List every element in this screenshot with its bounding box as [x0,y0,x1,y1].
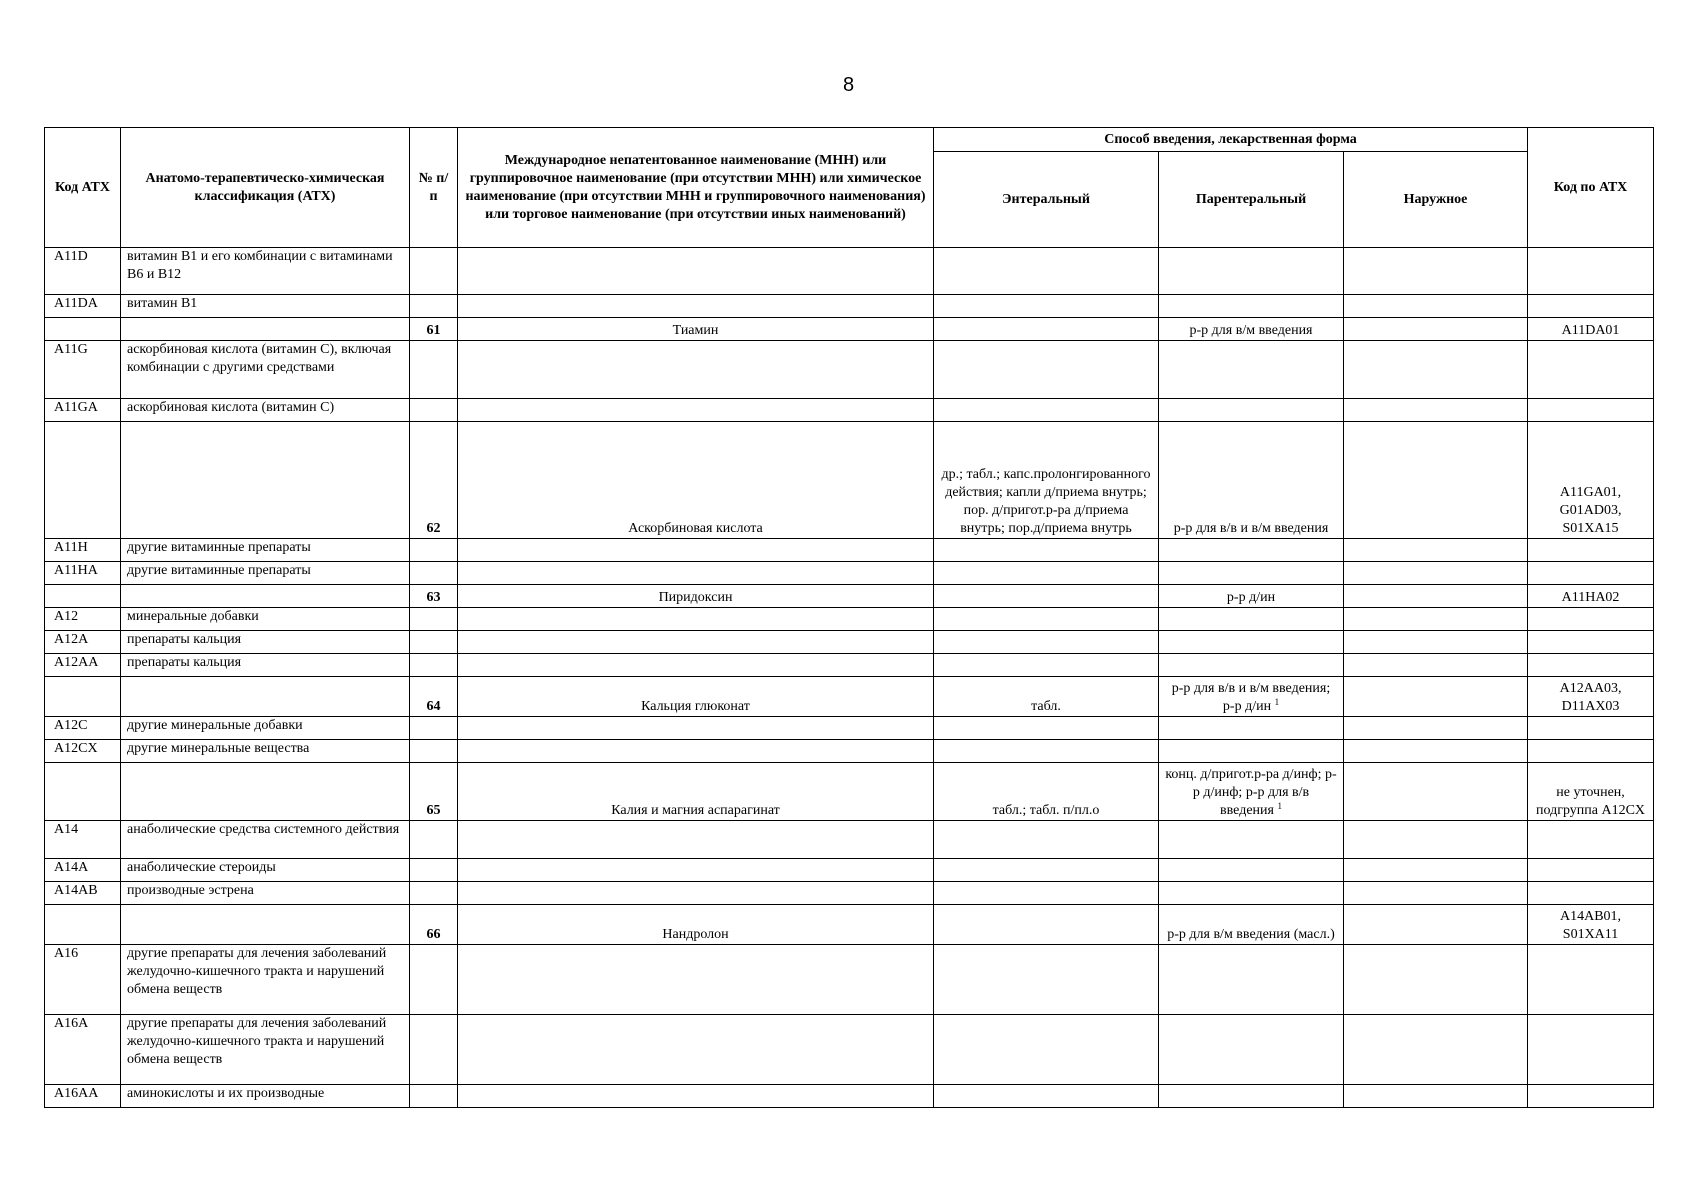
classification-cell [121,740,410,763]
atc-reference-cell [1528,905,1654,945]
atc-code-cell-text: A11HA [54,563,98,578]
atc-code-cell [45,295,121,318]
table-row [45,763,1654,821]
classification-cell [121,341,410,399]
atc-reference-cell [1528,882,1654,905]
parenteral-cell [1159,539,1344,562]
classification-cell [121,295,410,318]
atc-code-cell [45,1085,121,1108]
classification-cell [121,905,410,945]
number-cell [410,717,458,740]
parenteral-cell [1159,1015,1344,1085]
external-cell [1344,585,1528,608]
atc-reference-cell [1528,945,1654,1015]
number-cell [410,318,458,341]
header-atc-reference: Код по АТХ [1528,128,1654,248]
atc-reference-cell [1528,539,1654,562]
atc-code-cell-text: A11H [54,540,88,555]
external-cell [1344,763,1528,821]
parenteral-cell-text: р-р для в/м введения [1189,323,1313,338]
external-cell [1344,295,1528,318]
atc-code-cell [45,905,121,945]
header-classification: Анатомо-терапевтическо-химическая классификация (АТХ) [121,128,410,248]
number-cell [410,905,458,945]
atc-reference-cell [1528,585,1654,608]
mnn-cell [458,341,934,399]
enteral-cell [934,399,1159,422]
enteral-cell [934,318,1159,341]
classification-cell-text: анаболические средства системного действия [127,822,400,837]
parenteral-cell [1159,740,1344,763]
classification-cell [121,677,410,717]
enteral-cell [934,562,1159,585]
parenteral-cell [1159,585,1344,608]
parenteral-cell [1159,341,1344,399]
atc-code-cell [45,654,121,677]
table-row [45,422,1654,539]
number-cell [410,1015,458,1085]
classification-cell-text: другие препараты для лечения заболеваний желудочно-кишечного тракта и нарушений обмена веществ [127,946,387,997]
classification-cell [121,859,410,882]
atc-code-cell-text: A14A [54,860,89,875]
parenteral-cell-text: р-р для в/в и в/м введения; р-р д/ин [1171,681,1331,714]
mnn-cell [458,859,934,882]
table-row [45,631,1654,654]
classification-cell-text: аскорбиновая кислота (витамин С) [127,400,335,415]
parenteral-cell [1159,821,1344,859]
atc-reference-cell [1528,399,1654,422]
enteral-cell [934,717,1159,740]
mnn-cell [458,763,934,821]
mnn-cell [458,882,934,905]
atc-reference-cell-text: A11DA01 [1561,323,1620,338]
atc-reference-cell [1528,422,1654,539]
mnn-cell-text: Калия и магния аспарагинат [611,803,780,818]
number-cell-text: 64 [426,699,441,714]
table-row [45,318,1654,341]
mnn-cell [458,945,934,1015]
parenteral-cell [1159,945,1344,1015]
mnn-cell [458,740,934,763]
number-cell [410,562,458,585]
classification-cell [121,608,410,631]
table-row [45,585,1654,608]
classification-cell-text: другие минеральные добавки [127,718,303,733]
enteral-cell [934,341,1159,399]
table-row [45,539,1654,562]
header-enteral: Энтеральный [934,152,1159,248]
table-row [45,654,1654,677]
external-cell [1344,740,1528,763]
classification-cell [121,422,410,539]
table-row [45,399,1654,422]
atc-code-cell-text: A16A [54,1016,89,1031]
classification-cell [121,248,410,295]
parenteral-cell-text: р-р для в/в и в/м введения [1173,521,1329,536]
table-row [45,740,1654,763]
atc-reference-cell [1528,821,1654,859]
table-row [45,821,1654,859]
atc-code-cell [45,422,121,539]
enteral-cell [934,248,1159,295]
external-cell [1344,882,1528,905]
mnn-cell-text: Нандролон [662,927,729,942]
atc-reference-cell-text: A14AB01, S01XA11 [1560,909,1622,942]
enteral-cell [934,859,1159,882]
atc-code-cell [45,539,121,562]
external-cell [1344,821,1528,859]
external-cell [1344,945,1528,1015]
mnn-cell [458,631,934,654]
external-cell [1344,422,1528,539]
parenteral-cell [1159,631,1344,654]
atc-code-cell [45,821,121,859]
atc-code-cell-text: A16AA [54,1086,99,1101]
external-cell [1344,654,1528,677]
parenteral-cell [1159,608,1344,631]
atc-code-cell [45,248,121,295]
number-cell-text: 61 [426,323,441,338]
enteral-cell [934,1015,1159,1085]
atc-reference-cell [1528,318,1654,341]
external-cell [1344,562,1528,585]
atc-code-cell [45,763,121,821]
atc-code-cell [45,677,121,717]
enteral-cell-text: табл. [1031,699,1061,714]
mnn-cell [458,539,934,562]
enteral-cell [934,539,1159,562]
atc-code-cell [45,859,121,882]
table-row [45,341,1654,399]
enteral-cell [934,763,1159,821]
external-cell [1344,905,1528,945]
atc-reference-cell [1528,677,1654,717]
classification-cell-text: другие препараты для лечения заболеваний желудочно-кишечного тракта и нарушений обмена веществ [127,1016,387,1067]
atc-code-cell-text: A12A [54,632,89,647]
classification-cell [121,631,410,654]
mnn-cell [458,717,934,740]
table-row [45,677,1654,717]
atc-code-cell-text: A16 [54,946,79,961]
parenteral-cell [1159,248,1344,295]
external-cell [1344,677,1528,717]
number-cell [410,399,458,422]
table-row [45,945,1654,1015]
header-parenteral: Парентеральный [1159,152,1344,248]
atc-reference-cell [1528,763,1654,821]
enteral-cell [934,821,1159,859]
classification-cell [121,945,410,1015]
classification-cell-text: витамин В1 [127,296,198,311]
atc-code-cell [45,399,121,422]
atc-reference-cell [1528,248,1654,295]
number-cell [410,654,458,677]
external-cell [1344,341,1528,399]
classification-cell [121,882,410,905]
parenteral-cell [1159,882,1344,905]
atc-reference-cell [1528,1085,1654,1108]
footnote-marker: 1 [1277,801,1282,811]
classification-cell-text: минеральные добавки [127,609,259,624]
atc-reference-cell [1528,608,1654,631]
classification-cell [121,318,410,341]
external-cell [1344,717,1528,740]
table-header [45,128,1654,248]
parenteral-cell-text: конц. д/пригот.р-ра д/инф; р-р д/инф; р-р для в/в введения [1165,767,1337,818]
external-cell [1344,539,1528,562]
atc-code-cell-text: A12C [54,718,88,733]
atc-code-cell [45,945,121,1015]
mnn-cell [458,422,934,539]
enteral-cell [934,945,1159,1015]
atc-code-cell [45,740,121,763]
number-cell [410,341,458,399]
table-row [45,295,1654,318]
external-cell [1344,859,1528,882]
atc-code-cell-text: A11DA [54,296,98,311]
table-body [45,248,1654,1108]
enteral-cell [934,740,1159,763]
enteral-cell [934,608,1159,631]
mnn-cell [458,295,934,318]
atc-reference-cell [1528,631,1654,654]
number-cell-text: 66 [426,927,441,942]
atc-code-cell [45,631,121,654]
atc-code-cell-text: A11GA [54,400,98,415]
atc-reference-cell [1528,1015,1654,1085]
atc-code-cell [45,585,121,608]
enteral-cell-text: др.; табл.; капс.пролонгированного действия; капли д/приема внутрь; пор. д/пригот.р-ра д/приема внутрь; пор.д/приема внутрь [941,467,1151,536]
table-row [45,248,1654,295]
external-cell [1344,399,1528,422]
atc-reference-cell-text: не уточнен, подгруппа A12CX [1536,785,1646,818]
atc-code-cell-text: A14AB [54,883,98,898]
external-cell [1344,1015,1528,1085]
atc-code-cell [45,1015,121,1085]
classification-cell [121,562,410,585]
mnn-cell-text: Тиамин [672,323,719,338]
classification-cell [121,1085,410,1108]
atc-code-cell-text: A12 [54,609,79,624]
number-cell [410,422,458,539]
enteral-cell [934,585,1159,608]
mnn-cell [458,1015,934,1085]
mnn-cell [458,1085,934,1108]
enteral-cell [934,1085,1159,1108]
table-row [45,1015,1654,1085]
atc-code-cell [45,882,121,905]
external-cell [1344,608,1528,631]
table-row [45,608,1654,631]
enteral-cell [934,654,1159,677]
atc-reference-cell [1528,654,1654,677]
mnn-cell [458,585,934,608]
classification-cell-text: другие минеральные вещества [127,741,310,756]
classification-cell [121,399,410,422]
mnn-cell [458,248,934,295]
atc-reference-cell [1528,562,1654,585]
mnn-cell-text: Пиридоксин [658,590,733,605]
atc-reference-cell-text: A11GA01, G01AD03, S01XA15 [1559,485,1622,536]
number-cell-text: 63 [426,590,441,605]
atc-code-cell-text: A12CX [54,741,98,756]
atc-reference-cell [1528,295,1654,318]
parenteral-cell [1159,295,1344,318]
atc-code-cell-text: A11D [54,249,88,264]
classification-cell [121,585,410,608]
enteral-cell-text: табл.; табл. п/пл.о [992,803,1100,818]
medicine-list-table [44,127,1654,1108]
enteral-cell [934,631,1159,654]
enteral-cell [934,295,1159,318]
mnn-cell [458,608,934,631]
atc-reference-cell-text: A11HA02 [1561,590,1620,605]
number-cell [410,608,458,631]
mnn-cell [458,399,934,422]
number-cell [410,740,458,763]
parenteral-cell-text: р-р д/ин [1226,590,1276,605]
classification-cell-text: препараты кальция [127,632,242,647]
parenteral-cell [1159,318,1344,341]
atc-reference-cell [1528,341,1654,399]
parenteral-cell [1159,654,1344,677]
table-row [45,882,1654,905]
classification-cell-text: витамин В1 и его комбинации с витаминами В6 и В12 [127,249,393,282]
enteral-cell [934,677,1159,717]
external-cell [1344,318,1528,341]
atc-code-cell-text: A14 [54,822,79,837]
atc-code-cell [45,717,121,740]
atc-reference-cell [1528,859,1654,882]
number-cell [410,945,458,1015]
enteral-cell [934,422,1159,539]
number-cell-text: 65 [426,803,441,818]
atc-reference-cell [1528,740,1654,763]
atc-code-cell [45,341,121,399]
table-row [45,1085,1654,1108]
external-cell [1344,631,1528,654]
number-cell [410,539,458,562]
classification-cell [121,763,410,821]
classification-cell-text: аминокислоты и их производные [127,1086,325,1101]
number-cell [410,1085,458,1108]
classification-cell [121,821,410,859]
table-row [45,717,1654,740]
classification-cell [121,539,410,562]
parenteral-cell [1159,422,1344,539]
atc-code-cell [45,608,121,631]
classification-cell-text: препараты кальция [127,655,242,670]
header-number: № п/п [410,128,458,248]
parenteral-cell [1159,859,1344,882]
classification-cell-text: другие витаминные препараты [127,563,311,578]
parenteral-cell [1159,717,1344,740]
parenteral-cell-text: р-р для в/м введения (масл.) [1167,927,1335,942]
table-row [45,562,1654,585]
parenteral-cell [1159,1085,1344,1108]
mnn-cell-text: Аскорбиновая кислота [628,521,763,536]
mnn-cell [458,821,934,859]
table-row [45,859,1654,882]
atc-reference-cell-text: A12AA03, D11AX03 [1559,681,1622,714]
parenteral-cell [1159,562,1344,585]
number-cell [410,295,458,318]
mnn-cell [458,562,934,585]
number-cell [410,631,458,654]
classification-cell-text: другие витаминные препараты [127,540,311,555]
number-cell [410,585,458,608]
atc-reference-cell [1528,717,1654,740]
atc-code-cell-text: A11G [54,342,88,357]
enteral-cell [934,882,1159,905]
number-cell-text: 62 [426,521,441,536]
number-cell [410,677,458,717]
classification-cell [121,654,410,677]
parenteral-cell [1159,763,1344,821]
classification-cell-text: анаболические стероиды [127,860,276,875]
classification-cell [121,1015,410,1085]
number-cell [410,821,458,859]
mnn-cell [458,654,934,677]
classification-cell [121,717,410,740]
external-cell [1344,248,1528,295]
atc-code-cell [45,318,121,341]
number-cell [410,763,458,821]
header-route-group: Способ введения, лекарственная форма [934,128,1528,152]
external-cell [1344,1085,1528,1108]
mnn-cell [458,905,934,945]
mnn-cell [458,318,934,341]
page-number: 8 [842,74,855,96]
header-external: Наружное [1344,152,1528,248]
parenteral-cell [1159,677,1344,717]
classification-cell-text: производные эстрена [127,883,254,898]
mnn-cell [458,677,934,717]
table-row [45,905,1654,945]
atc-code-cell-text: A12AA [54,655,99,670]
enteral-cell [934,905,1159,945]
number-cell [410,859,458,882]
atc-code-cell [45,562,121,585]
number-cell [410,882,458,905]
footnote-marker: 1 [1274,697,1280,707]
header-mnn: Международное непатентованное наименование (МНН) или группировочное наименование (при отсутствии МНН) или химическое наименование (при отсутствии МНН и группировочного наименования) или торговое наименование (при отсутствии иных наименований) [458,128,934,248]
parenteral-cell [1159,399,1344,422]
header-atc-code: Код АТХ [45,128,121,248]
mnn-cell-text: Кальция глюконат [641,699,750,714]
parenteral-cell [1159,905,1344,945]
number-cell [410,248,458,295]
classification-cell-text: аскорбиновая кислота (витамин С), включая комбинации с другими средствами [127,342,392,375]
